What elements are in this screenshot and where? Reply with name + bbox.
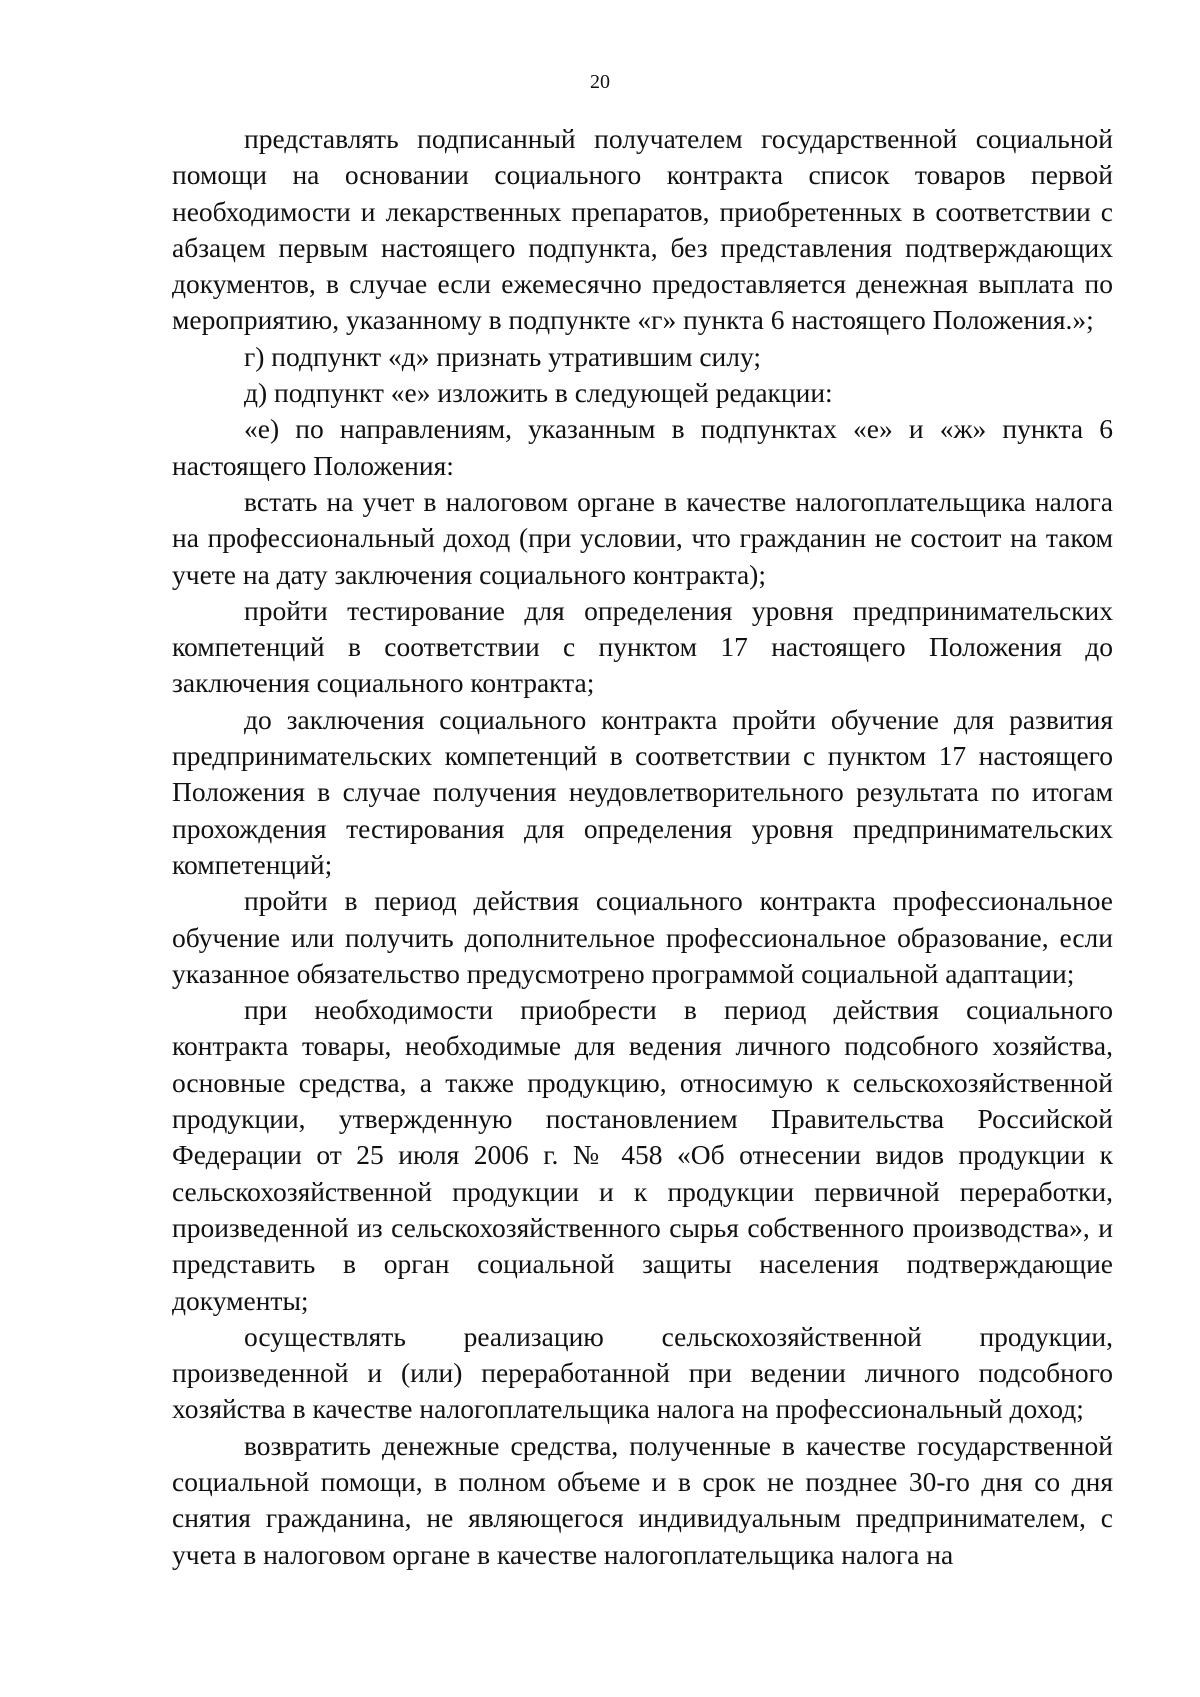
paragraph-7: до заключения социального контракта пройти обучение для развития предпринимательских компетенций в соответствии с пунктом 17 настоящего Положения в случае получения неудовлетворительного результата по итогам прохождения тестирования для определения уровня предпринимательских компетенций;	[172, 703, 1113, 880]
paragraph-9: при необходимости приобрести в период действия социального контракта товары, необходимые для ведения личного подсобного хозяйства, основные средства, а также продукцию, относимую к сельскохозяйственной продукции, утвержденную постановлением Правительства Российской Федерации от 25 июля 2006 г. № 458 «Об отнесении видов продукции к сельскохозяйственной продукции и к продукции первичной переработки, произведенной из сельскохозяйственного сырья собственного производства», и представить в орган социальной защиты населения подтверждающие документы;	[172, 994, 1113, 1316]
paragraph-3: д) подпункт «е» изложить в следующей редакции:	[244, 377, 833, 409]
document-body	[172, 121, 1113, 1573]
paragraph-8: пройти в период действия социального контракта профессиональное обучение или получить дополнительное профессиональное образование, если указанное обязательство предусмотрено программой социальной адаптации;	[172, 885, 1113, 989]
paragraph-10: осуществлять реализацию сельскохозяйственной продукции, произведенной и (или) переработанной при ведении личного подсобного хозяйства в качестве налогоплательщика налога на профессиональный доход;	[172, 1320, 1113, 1425]
paragraph-1: представлять подписанный получателем государственной социальной помощи на основании социального контракта список товаров первой необходимости и лекарственных препаратов, приобретенных в соответствии с абзацем первым настоящего подпункта, без представления подтверждающих документов, в случае если ежемесячно предоставляется денежная выплата по мероприятию, указанному в подпункте «г» пункта 6 настоящего Положения.»;	[172, 123, 1113, 336]
paragraph-4: «е) по направлениям, указанным в подпунктах «е» и «ж» пункта 6 настоящего Положения:	[172, 413, 1113, 481]
page-number: 20	[590, 71, 610, 93]
paragraph-6: пройти тестирование для определения уровня предпринимательских компетенций в соответствии с пунктом 17 настоящего Положения до заключения социального контракта;	[172, 594, 1113, 699]
paragraph-2: г) подпункт «д» признать утратившим силу;	[244, 340, 762, 372]
paragraph-5: встать на учет в налоговом органе в качестве налогоплательщика налога на профессиональный доход (при условии, что гражданин не состоит на таком учете на дату заключения социального контракта);	[172, 485, 1113, 590]
paragraph-11: возвратить денежные средства, полученные в качестве государственной социальной помощи, в полном объеме и в срок не позднее 30-го дня со дня снятия гражданина, не являющегося индивидуальным предпринимателем, с учета в налоговом органе в качестве налогоплательщика налога на	[172, 1429, 1113, 1570]
